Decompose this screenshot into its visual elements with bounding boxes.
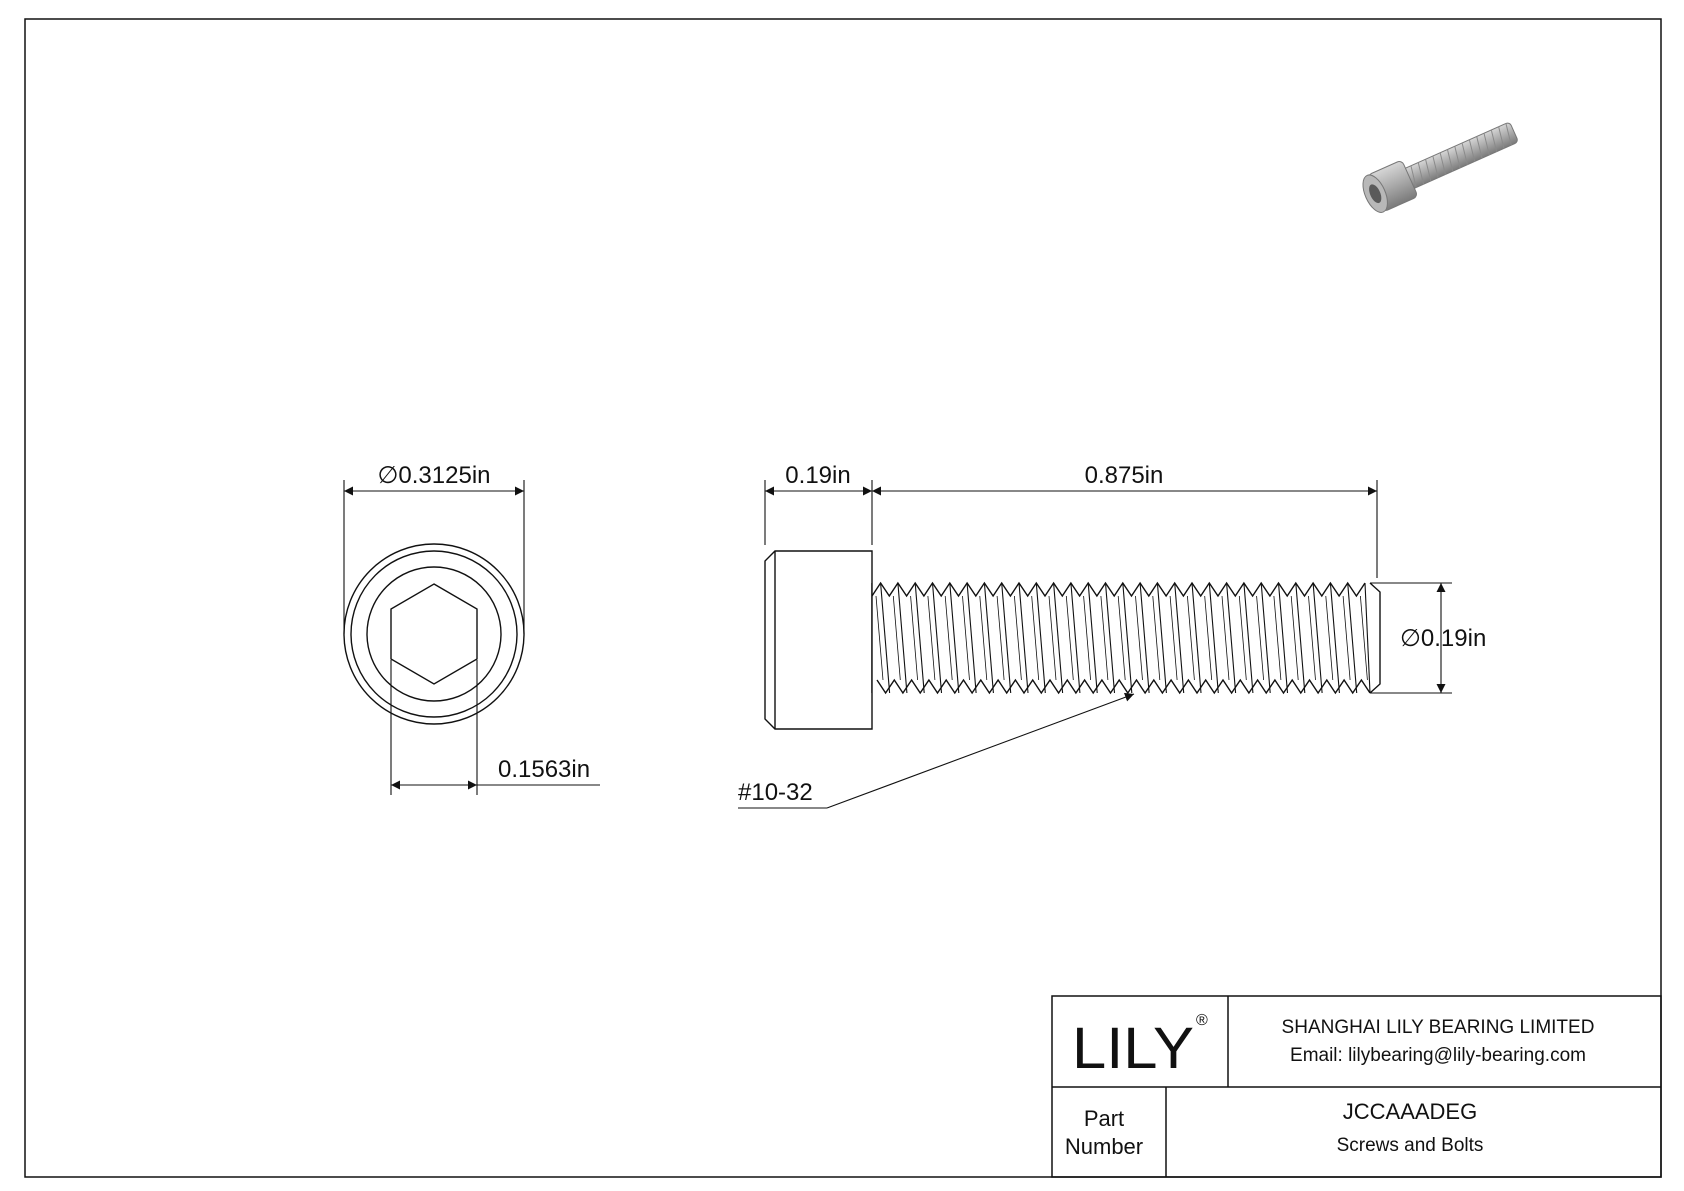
screw-thumbnail	[1358, 114, 1522, 216]
end-view	[344, 544, 524, 724]
head-diameter-label: ∅0.3125in	[377, 462, 491, 489]
side-view-head	[765, 551, 872, 729]
thread-spec-label: #10-32	[738, 779, 813, 806]
lily-logo: LILY	[1072, 1016, 1194, 1081]
head-length-label: 0.19in	[785, 462, 851, 489]
part-label-line1: Part	[1083, 1106, 1125, 1131]
threaded-shank	[872, 583, 1380, 693]
company-name: SHANGHAI LILY BEARING LIMITED	[1281, 1017, 1595, 1038]
head-length-dimension	[765, 480, 872, 545]
thread-diameter-label: ∅0.19in	[1400, 625, 1487, 652]
shank-length-dimension	[872, 480, 1377, 578]
head-outer-circle	[344, 544, 524, 724]
socket-size-label: 0.1563in	[498, 756, 591, 783]
part-category: Screws and Bolts	[1336, 1135, 1484, 1156]
hex-socket	[391, 584, 477, 684]
part-number: JCCAAADEG	[1342, 1099, 1478, 1124]
shank-length-label: 0.875in	[1084, 462, 1164, 489]
socket-recess-circle	[367, 567, 501, 701]
part-label-line2: Number	[1064, 1134, 1144, 1159]
registered-mark: ®	[1196, 1012, 1208, 1029]
head-chamfer-circle	[351, 551, 517, 717]
company-email: Email: lilybearing@lily-bearing.com	[1290, 1045, 1586, 1066]
